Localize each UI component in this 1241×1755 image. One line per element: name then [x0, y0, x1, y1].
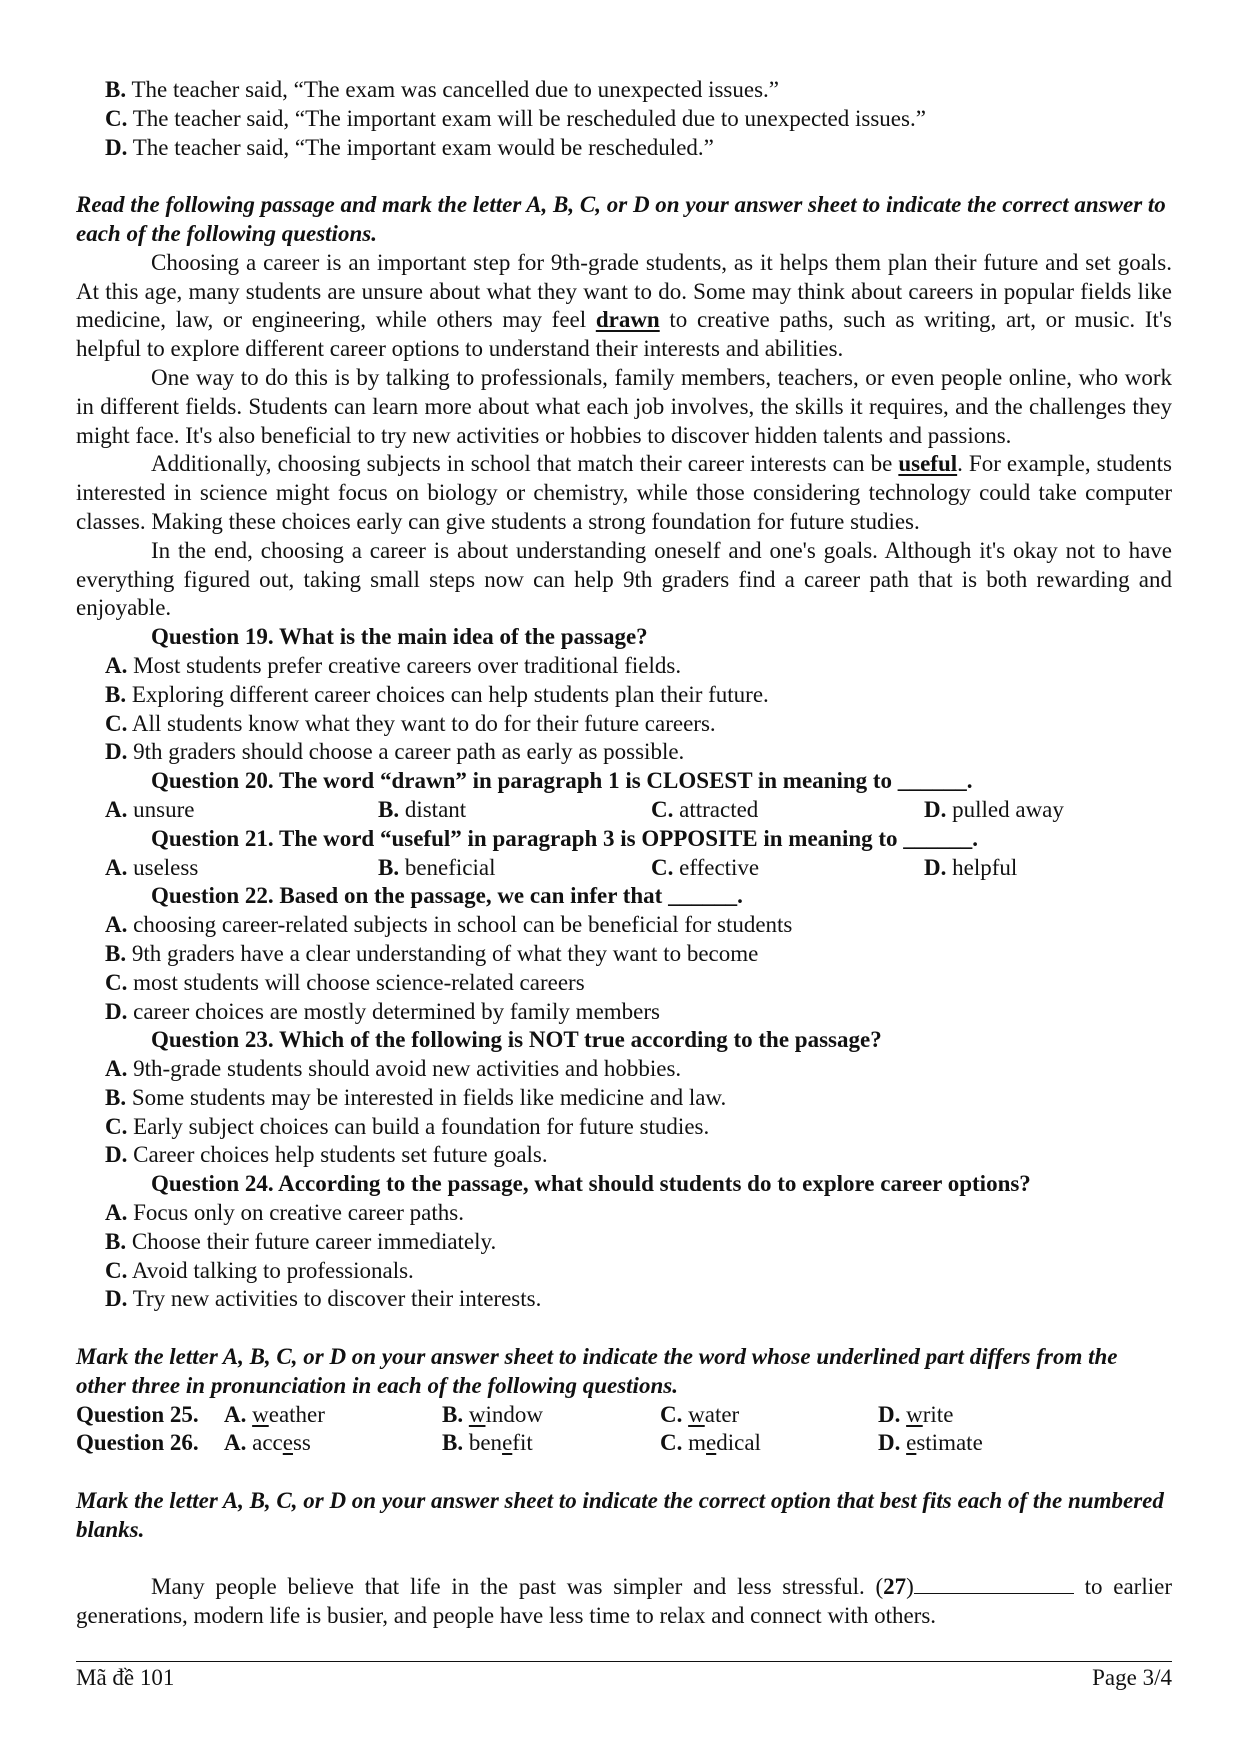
prev-question-options: [76, 76, 1172, 162]
option: A. choosing career-related subjects in school can be beneficial for students: [105, 912, 793, 938]
option: B. Some students may be interested in fields like medicine and law.: [105, 1084, 727, 1110]
blank-27: [914, 1573, 1074, 1594]
option: B. The teacher said, “The exam was cancelled due to unexpected issues.”: [105, 77, 779, 102]
pronunciation-instruction: Mark the letter A, B, C, or D on your answer sheet to indicate the word whose underlined part differs from the other three in pronunciation in each of the following questions.: [76, 1344, 1118, 1398]
option: A. Focus only on creative career paths.: [105, 1200, 464, 1226]
option: C. The teacher said, “The important exam will be rescheduled due to unexpected issues.”: [105, 105, 926, 131]
option: B. Exploring different career choices can help students plan their future.: [105, 681, 769, 707]
keyword-useful: useful: [898, 451, 958, 477]
option: A. Most students prefer creative careers over traditional fields.: [105, 652, 682, 678]
question-24-stem: Question 24. According to the passage, what should students do to explore career options?: [151, 1171, 1031, 1197]
reading-instruction: Read the following passage and mark the letter A, B, C, or D on your answer sheet to indicate the correct answer to each of the following questions.: [76, 192, 1166, 246]
passage-paragraph-1: Choosing a career is an important step for 9th-grade students, as it helps them plan their future and set goals. At this age, many students are unsure about what they want to do. Some may think about careers in popular fields like medicine, law, or engineering, while others may feel drawn to creative paths, such as writing, art, or music. It's helpful to explore different career options to understand their interests and abilities.: [76, 249, 1172, 362]
cloze-instruction: Mark the letter A, B, C, or D on your answer sheet to indicate the correct option that best fits each of the numbered blanks.: [76, 1488, 1164, 1542]
question-21-stem: Question 21. The word “useful” in paragraph 3 is OPPOSITE in meaning to ______.: [151, 825, 979, 851]
exam-page: [76, 76, 1172, 1631]
option: C. Early subject choices can build a foundation for future studies.: [105, 1113, 710, 1139]
option-row: A. useless B. beneficial C. effective D. helpful: [105, 854, 1018, 880]
question-23-stem: Question 23. Which of the following is NOT true according to the passage?: [151, 1027, 882, 1053]
option: D. 9th graders should choose a career path as early as possible.: [105, 739, 685, 765]
option: B. Choose their future career immediately.: [105, 1228, 497, 1254]
question-20-stem: Question 20. The word “drawn” in paragraph 1 is CLOSEST in meaning to ______.: [151, 768, 973, 794]
option: B. 9th graders have a clear understanding of what they want to become: [105, 940, 759, 966]
passage-paragraph-3: Additionally, choosing subjects in school that match their career interests can be useful. For example, students interested in science might focus on biology or chemistry, while those considering technology could take computer classes. Making these choices early can give students a strong foundation for future studies.: [76, 451, 1173, 534]
option: D. The teacher said, “The important exam would be rescheduled.”: [105, 134, 714, 160]
question-26-row: Question 26. A. access B. benefit C. medical D. estimate: [76, 1430, 983, 1456]
option-row: A. unsure B. distant C. attracted D. pulled away: [105, 796, 1064, 822]
question-22-stem: Question 22. Based on the passage, we can infer that ______.: [151, 883, 743, 909]
page-footer: [76, 1661, 1172, 1691]
option: A. 9th-grade students should avoid new activities and hobbies.: [105, 1056, 682, 1082]
passage-paragraph-2: One way to do this is by talking to professionals, family members, teachers, or even people online, who work in different fields. Students can learn more about what each job involves, the skills it requires, and the challenges they might face. It's also beneficial to try new activities or hobbies to discover hidden talents and passions.: [76, 364, 1172, 448]
option: C. Avoid talking to professionals.: [105, 1257, 414, 1283]
question-25-row: Question 25. A. weather B. window C. water D. write: [76, 1401, 954, 1427]
keyword-drawn: drawn: [595, 307, 660, 333]
option: C. All students know what they want to do for their future careers.: [105, 710, 716, 736]
page-number: Page 3/4: [1092, 1665, 1172, 1690]
option: D. Try new activities to discover their interests.: [105, 1286, 542, 1312]
option: D. career choices are mostly determined by family members: [105, 998, 660, 1024]
passage-paragraph-4: In the end, choosing a career is about understanding oneself and one's goals. Although it's okay not to have everything figured out, taking small steps now can help 9th graders find a career path that is both rewarding and enjoyable.: [76, 537, 1172, 621]
question-19-stem: Question 19. What is the main idea of the passage?: [151, 624, 648, 650]
option: D. Career choices help students set future goals.: [105, 1142, 548, 1168]
option: C. most students will choose science-related careers: [105, 969, 585, 995]
cloze-paragraph: Many people believe that life in the past was simpler and less stressful. (27) to earlier generations, modern life is busier, and people have less time to relax and connect with others.: [76, 1574, 1172, 1629]
exam-code: Mã đề 101: [76, 1665, 175, 1690]
